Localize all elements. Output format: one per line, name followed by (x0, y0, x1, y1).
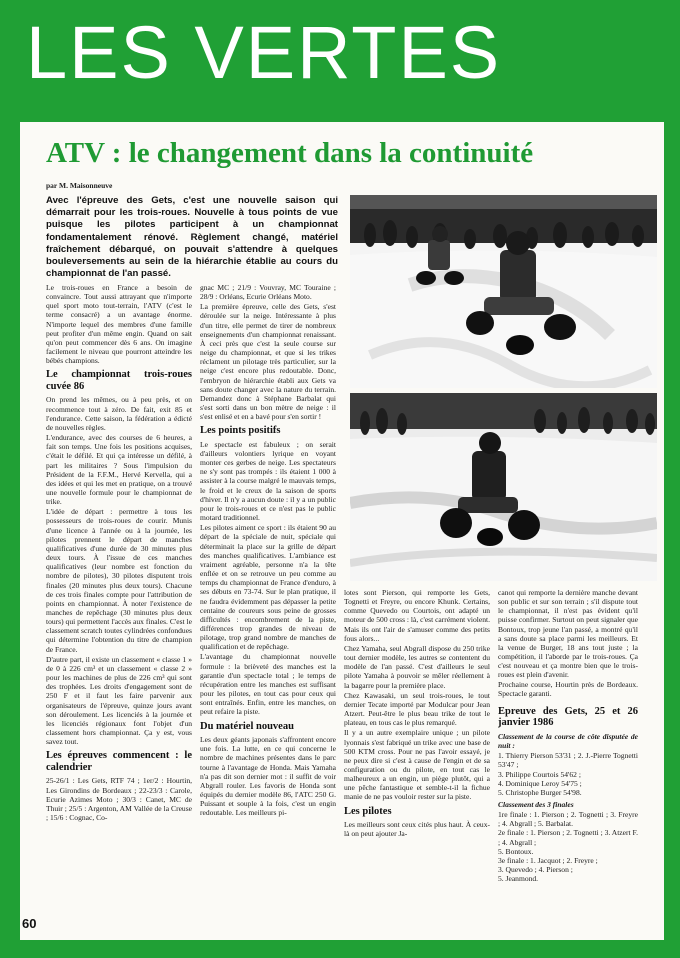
subheading-championnat: Le championnat trois-roues cuvée 86 (46, 369, 192, 392)
article-headline: ATV : le changement dans la continuité (46, 137, 534, 169)
body-paragraph: La première épreuve, celle des Gets, s'est déroulée sur la neige. Intéressante à plus d'un titre, elle permet de tirer de nombreux enseignements d'un championnat renaissant. À ceci près que c'est la seule course sur neige du championnat, et que si les trikes réclament un pilotage très particulier, sur la neige c'est encore plus redoutable. Donc, l'embryon de hiérarchie établi aux Gets va sans doute changer avec la nature du terrain. Demandez donc à Stéphane Barbalat qui s'est sorti dans un bon mètre de neige : il s'est enlisé et en a bavé pour s'en sortir ! (200, 302, 336, 422)
subheading-pilotes: Les pilotes (344, 805, 392, 817)
subheading-points-positifs: Les points positifs (200, 425, 281, 437)
photo-trikes-on-snow (350, 195, 657, 388)
body-paragraph: gnac MC ; 21/9 : Vouvray, MC Touraine ; 28/9 : Orléans, Ecurie Orléans Moto. (200, 283, 336, 302)
body-paragraph: Le spectacle est fabuleux ; on serait d'ailleurs volontiers lyrique en voyant monter ces gerbes de neige. Les spectateurs ne s'y sont pas trompés : ils étaient 1 000 à assister à la course malgré le mauvais temps, le froid et le creux de la saison de sports d'hiver. Il n'y a aucun doute : il y a un public pour le trois-roues et ce n'est pas le public motard traditionnel. (200, 439, 336, 523)
body-paragraph: L'avantage du championnat nouvelle formule : la brièveté des manches est la garantie d'un spectacle total ; le temps de récupération entre les manches est suffisant pour les pilotes, en tout cas pour ceux qui sont entraînés. Enfin, entre les manches, on peut refaire la piste. (200, 652, 336, 717)
body-paragraph: Chez Kawasaki, un seul trois-roues, le tout dernier Tecate importé par Modulcar pour Jean Atzert. Peut-être le plus beau trike de tout le plateau, en tous cas le plus remarqué. (344, 690, 490, 728)
subheading-materiel: Du matériel nouveau (200, 720, 294, 732)
body-paragraph: L'endurance, avec des courses de 6 heures, a fait son temps. Une fois les positions acquises, c'était le défilé. Et qui ça intéresse un défilé, à part les militaires ? Sous l'impulsion du Président de la F.F.M., Hervé Kervella, qui a des idées et qui les met en pratique, on a trouvé une nouvelle formule pour le championnat de trike. (46, 433, 192, 507)
text-column-3 (344, 588, 490, 900)
body-paragraph: D'autre part, il existe un classement « classe 1 » de 0 à 226 cm³ et un classement « classe 2 » pour les machines de plus de 226 cm³ qui sont des trophées. Les droits d'engagement sont de 250 F et il faut les faire parvenir aux organisateurs de l'épreuve, quinze jours avant son déroulement. Les licenciés à la journée et les licenciés régionaux font l'objet d'un classement hors championnat. Ça y est, vous savez tout. (46, 654, 192, 747)
result-line: 3. Philippe Courtois 54'62 ; (498, 769, 581, 779)
result-line: 5. Bontoux. (498, 846, 534, 856)
result-line: 3. Quevedo ; 4. Pierson ; (498, 865, 573, 875)
result-line: 2e finale : 1. Pierson ; 2. Tognetti ; 3. Atzert F. ; 4. Abgrall ; (498, 828, 638, 847)
photo-rider-in-snow (350, 393, 657, 581)
body-paragraph: canot qui remporte la dernière manche devant son public et sur son terrain ; s'il dispute tout le championnat, il n'est pas évident qu'il puisse confirmer. Surtout on peut signaler que Bontoux, trop jeune l'an passé, a montré qu'il a sans doute sa place parmi les meilleurs. Et la venue de Burger, 18 ans tout juste ; la compétition, il l'aborde par le trois-roues. Ça c'est nouveau et ça montre bien que le trois-roues est plein d'avenir. (498, 588, 638, 680)
section-title: LES VERTES (26, 11, 502, 94)
body-paragraph: lotes sont Pierson, qui remporte les Gets, Tognetti et Freyre, ou encore Khunk. Certains, comme Quevedo ou Courtois, ont adapté un moteur de 500 cross : là, c'est carrément violent. Mais ils ont l'air de s'amuser comme des petits fous alors... (344, 588, 490, 643)
text-column-1 (46, 283, 192, 895)
result-line: 3e finale : 1. Jacquot ; 2. Freyre ; (498, 855, 598, 865)
intro-paragraph: Avec l'épreuve des Gets, c'est une nouvelle saison qui démarrait pour les trois-roues. Nouvelle à tous points de vue puisque les pilotes participent à un championnat fondamentalement rénové. Règlement changé, matériel fraîchement débarqué, on pouvait s'attendre à quelques bouleversements au sein de la hiérarchie établie au cours du championnat de l'an passé. (46, 195, 338, 280)
text-column-4 (498, 588, 638, 908)
results-subheading-finals: Classement des 3 finales (498, 799, 574, 809)
body-paragraph: Prochaine course, Hourtin près de Bordeaux. Spectacle garanti. (498, 679, 638, 698)
text-column-2 (200, 283, 336, 895)
body-paragraph: Chez Yamaha, seul Abgrall dispose du 250 trike tout dernier modèle, les autres se contentent du modèle de l'an passé. C'est d'ailleurs le seul pilote Yamaha à pouvoir se mêler réellement à la bagarre pour la première place. (344, 643, 490, 690)
subheading-calendrier: Les épreuves commencent : le calendrier (46, 750, 192, 773)
section-banner (0, 0, 680, 122)
page-number: 60 (22, 916, 37, 931)
body-paragraph: Les pilotes aiment ce sport : ils étaient 90 au départ de la spéciale de nuit, spéciale qui déterminait la place sur la grille de départ des manches qualificatives. L'ambiance est vraiment agréable, personne n'a la tête enflée et on se retrouve un peu comme au temps du championnat de France d'enduro, à ses débuts en 73-74. Sur le plan pratique, il ne faudra évidemment pas dépasser la petite centaine de coureurs sous peine de grosses difficultés : encombrement de la piste, différences trop grandes de niveau de pilotage, trop grand nombre de manches de qualification et de repêchage. (200, 523, 336, 652)
green-frame-left (0, 122, 20, 958)
body-paragraph: Il y a un autre exemplaire unique ; un pilote lyonnais s'est fabriqué un trike avec une base de 500 KTM cross. Pour ne pas l'avoir essayé, je ne peux dire si c'est à cause de l'engin et de sa configuration ou du pilote, en tout cas le malheureux a un engin, un piège plutôt, qui a une pêche fantastique et semble-t-il la fichue manie de ne pas vouloir rester sur la piste. (344, 728, 490, 802)
body-paragraph: Les deux géants japonais s'affrontent encore une fois. La lutte, en ce qui concerne le nombre de machines présentes dans le parc tourne à l'avantage de Honda. Mais Yamaha n'a pas dit son dernier mot : il suffit de voir Abgrall rouler. Les favoris de Honda sont équipés du dernier modèle 86, l'ATC 250 G. Puissant et souple à la fois, c'est un engin redoutable. Les meilleurs pi- (200, 735, 336, 818)
photo-trikes-on-snow-image (350, 195, 657, 388)
result-line: 4. Dominique Leroy 54'75 ; (498, 778, 582, 788)
photo-rider-in-snow-image (350, 393, 657, 581)
result-line: 5. Christophe Burger 54'98. (498, 787, 582, 797)
results-title: Epreuve des Gets, 25 et 26 janvier 1986 (498, 705, 638, 729)
results-subheading-night-course: Classement de la course de côte disputée de nuit : (498, 731, 638, 751)
body-paragraph: Les meilleurs sont ceux cités plus haut. À ceux-là on peut ajouter Ja- (344, 820, 490, 839)
result-line: 1. Thierry Pierson 53'31 ; 2. J.-Pierre Tognetti 53'47 ; (498, 751, 638, 770)
body-paragraph: On prend les mêmes, ou à peu près, et on recommence tout à zéro. De fait, exit 85 et l'endurance. Cette saison, la fédération a édicté de nouvelles règles. (46, 395, 192, 432)
body-paragraph: 25-26/1 : Les Gets, RTF 74 ; 1er/2 : Hourtin, Les Girondins de Bordeaux ; 22-23/3 : Carole, Ecurie Azimes Moto ; 30/3 : Canet, MC de Thuir ; 25/5 : Argenton, AM Vallée de la Creuse ; 15/6 : Cognac, Co- (46, 776, 192, 822)
green-frame-right (664, 122, 680, 958)
body-paragraph: L'idée de départ : permettre à tous les possesseurs de trois-roues de courir. Munis d'une licence à l'année ou à la journée, les pilotes prennent le départ de manches qualificatives d'une durée de 30 minutes plus deux tours. À l'issue de ces manches qualificatives (leur nombre est fonction du nombre de pilotes), 30 pilotes disputent trois finales (20 minutes plus deux tours). Chacune de ces trois finales compte pour l'attribution de points en championnat. À noter l'existence de manches de repêchage (30 minutes plus deux tours) qui permettent l'accès aux finales. C'est le classement scratch toutes cylindrées confondues qui détermine l'obtention du titre de champion de France. (46, 507, 192, 654)
result-line: 1re finale : 1. Pierson ; 2. Tognetti ; 3. Freyre ; 4. Abgrall ; 5. Barbalat. (498, 810, 638, 829)
green-frame-bottom (0, 940, 680, 958)
result-line: 5. Jeanmond. (498, 874, 539, 884)
body-paragraph: Le trois-roues en France a besoin de convaincre. Tout aussi attrayant que n'importe quel sport moto tout-terrain, l'ATV (c'est le terme consacré) a un avantage énorme. N'importe lequel des membres d'une famille peut profiter d'un même engin. Quand on sait qu'on peut commencer dès 6 ans. On imagine facilement le niveau que pourront atteindre les bébés champions. (46, 283, 192, 366)
byline: par M. Maisonneuve (46, 181, 113, 190)
